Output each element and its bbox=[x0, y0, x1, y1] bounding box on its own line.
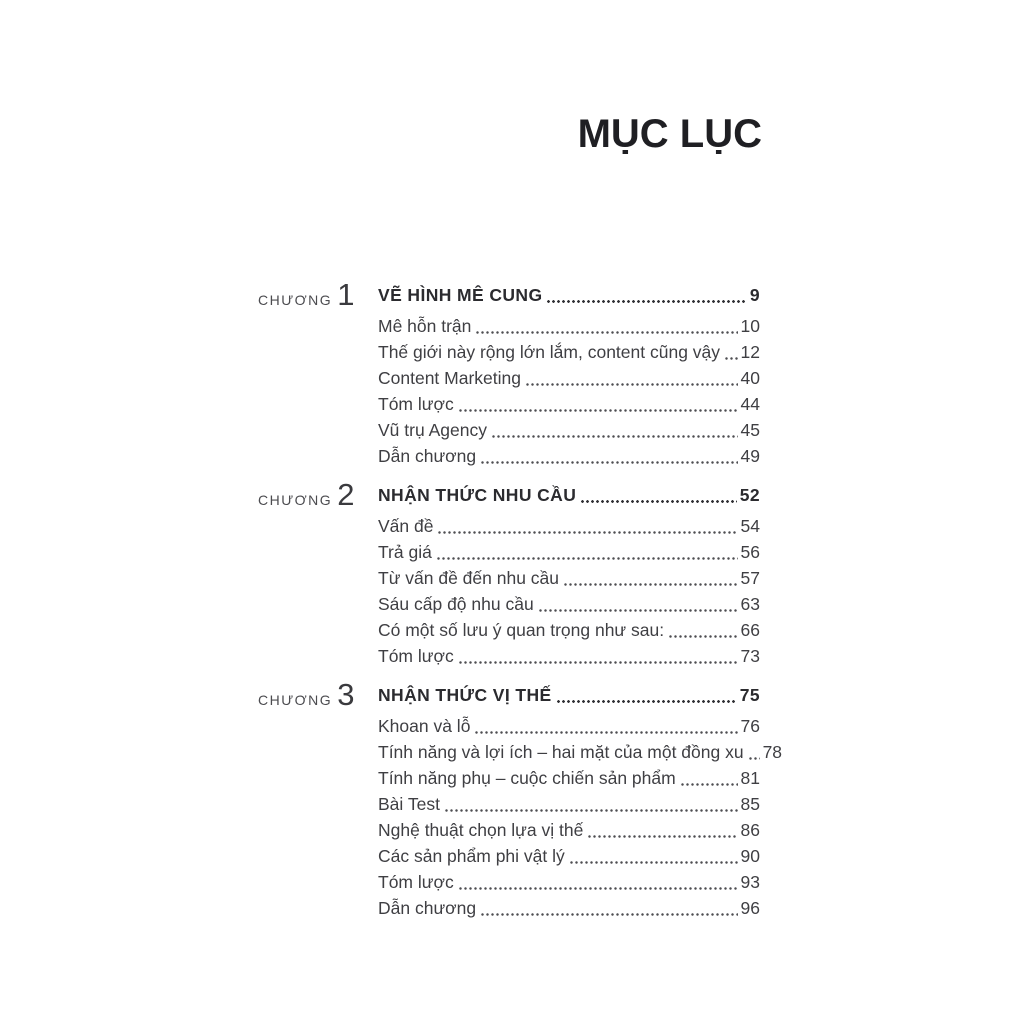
entry-page-number: 78 bbox=[762, 742, 783, 762]
page-title: MỤC LỤC bbox=[577, 112, 762, 156]
entry-page-number: 76 bbox=[740, 716, 760, 736]
chapter-label bbox=[258, 277, 378, 313]
chapter-page-number: 75 bbox=[739, 685, 760, 705]
entry-title: Tính năng phụ – cuộc chiến sản phẩm bbox=[378, 768, 676, 788]
chapter-title: VẼ HÌNH MÊ CUNG bbox=[378, 285, 543, 305]
toc-entry-row bbox=[258, 843, 760, 869]
toc-entry-row bbox=[258, 417, 760, 443]
chapter-number: 2 bbox=[337, 477, 355, 512]
entry-page-number: 40 bbox=[740, 368, 760, 388]
toc-entry-row bbox=[258, 739, 783, 765]
toc-entry-row bbox=[258, 591, 760, 617]
entry-title: Khoan và lỗ bbox=[378, 716, 471, 736]
dotted-leader bbox=[587, 835, 737, 838]
entry-title: Có một số lưu ý quan trọng như sau: bbox=[378, 620, 665, 640]
entry-title: Nghệ thuật chọn lựa vị thế bbox=[378, 820, 584, 840]
chapter-page-number: 9 bbox=[749, 285, 760, 305]
entry-page-number: 63 bbox=[740, 594, 760, 614]
entry-title: Trả giá bbox=[378, 542, 432, 562]
toc-entry-row bbox=[258, 391, 760, 417]
entry-title: Content Marketing bbox=[378, 368, 521, 388]
entry-page-number: 66 bbox=[740, 620, 760, 640]
chapter-number: 1 bbox=[337, 277, 355, 312]
chapter-title: NHẬN THỨC NHU CẦU bbox=[378, 485, 577, 505]
dotted-leader bbox=[525, 383, 738, 386]
toc-entry-row bbox=[258, 443, 760, 469]
chapter-heading-row bbox=[258, 477, 760, 513]
toc-entry-row bbox=[258, 339, 760, 365]
entry-page-number: 45 bbox=[740, 420, 760, 440]
entry-title: Vũ trụ Agency bbox=[378, 420, 487, 440]
chapter-label bbox=[258, 477, 378, 513]
chapter-title: NHẬN THỨC VỊ THẾ bbox=[378, 685, 552, 705]
entry-page-number: 10 bbox=[740, 316, 760, 336]
toc-entry-row bbox=[258, 869, 760, 895]
entry-page-number: 56 bbox=[740, 542, 760, 562]
dotted-leader bbox=[680, 783, 738, 786]
dotted-leader bbox=[480, 913, 737, 916]
dotted-leader bbox=[546, 300, 746, 303]
chapter-number: 3 bbox=[337, 677, 355, 712]
entry-page-number: 73 bbox=[740, 646, 760, 666]
toc-entry-row bbox=[258, 713, 760, 739]
chapter-label bbox=[258, 677, 378, 713]
entry-page-number: 49 bbox=[740, 446, 760, 466]
chapter-title-row bbox=[378, 482, 760, 508]
entry-title: Các sản phẩm phi vật lý bbox=[378, 846, 565, 866]
entry-page-number: 81 bbox=[740, 768, 760, 788]
chapter-heading-row bbox=[258, 677, 760, 713]
dotted-leader bbox=[724, 357, 738, 360]
toc-entry-row bbox=[258, 643, 760, 669]
toc-chapter bbox=[258, 477, 760, 669]
dotted-leader bbox=[563, 583, 738, 586]
entry-page-number: 54 bbox=[740, 516, 760, 536]
dotted-leader bbox=[474, 731, 737, 734]
entry-title: Bài Test bbox=[378, 794, 440, 814]
chapter-title-row bbox=[378, 282, 760, 308]
entry-page-number: 44 bbox=[740, 394, 760, 414]
chapter-word: CHƯƠNG bbox=[258, 692, 333, 708]
entry-page-number: 90 bbox=[740, 846, 760, 866]
entry-title: Dẫn chương bbox=[378, 898, 477, 918]
entry-title: Tính năng và lợi ích – hai mặt của một đồng xu bbox=[378, 742, 744, 762]
table-of-contents bbox=[258, 277, 783, 921]
chapter-title-row bbox=[378, 682, 760, 708]
toc-entry-row bbox=[258, 817, 760, 843]
toc-entry-row bbox=[258, 539, 760, 565]
entry-page-number: 93 bbox=[740, 872, 760, 892]
chapter-heading-row bbox=[258, 277, 760, 313]
chapter-page-number: 52 bbox=[739, 485, 760, 505]
entry-page-number: 57 bbox=[740, 568, 760, 588]
dotted-leader bbox=[437, 531, 737, 534]
entry-page-number: 85 bbox=[740, 794, 760, 814]
entry-title: Tóm lược bbox=[378, 394, 454, 414]
toc-entry-row bbox=[258, 513, 760, 539]
entry-title: Vấn đề bbox=[378, 516, 434, 536]
toc-entry-row bbox=[258, 365, 760, 391]
toc-chapter bbox=[258, 277, 760, 469]
toc-chapter bbox=[258, 677, 783, 921]
dotted-leader bbox=[538, 609, 738, 612]
toc-entry-row bbox=[258, 313, 760, 339]
entry-page-number: 96 bbox=[740, 898, 760, 918]
dotted-leader bbox=[458, 887, 738, 890]
dotted-leader bbox=[748, 757, 760, 760]
entry-title: Thế giới này rộng lớn lắm, content cũng vậy bbox=[378, 342, 721, 362]
entry-title: Mê hỗn trận bbox=[378, 316, 472, 336]
entry-title: Sáu cấp độ nhu cầu bbox=[378, 594, 534, 614]
entry-page-number: 12 bbox=[740, 342, 760, 362]
entry-title: Từ vấn đề đến nhu cầu bbox=[378, 568, 560, 588]
chapter-word: CHƯƠNG bbox=[258, 492, 333, 508]
chapter-word: CHƯƠNG bbox=[258, 292, 333, 308]
entry-title: Tóm lược bbox=[378, 646, 454, 666]
dotted-leader bbox=[580, 500, 736, 503]
dotted-leader bbox=[480, 461, 737, 464]
entry-page-number: 86 bbox=[740, 820, 760, 840]
dotted-leader bbox=[668, 635, 737, 638]
dotted-leader bbox=[556, 700, 737, 703]
entry-title: Tóm lược bbox=[378, 872, 454, 892]
dotted-leader bbox=[458, 661, 738, 664]
dotted-leader bbox=[569, 861, 738, 864]
toc-entry-row bbox=[258, 791, 760, 817]
toc-entry-row bbox=[258, 895, 760, 921]
entry-title: Dẫn chương bbox=[378, 446, 477, 466]
toc-entry-row bbox=[258, 765, 760, 791]
dotted-leader bbox=[491, 435, 738, 438]
dotted-leader bbox=[436, 557, 738, 560]
dotted-leader bbox=[458, 409, 738, 412]
toc-entry-row bbox=[258, 565, 760, 591]
dotted-leader bbox=[475, 331, 737, 334]
dotted-leader bbox=[444, 809, 738, 812]
toc-entry-row bbox=[258, 617, 760, 643]
